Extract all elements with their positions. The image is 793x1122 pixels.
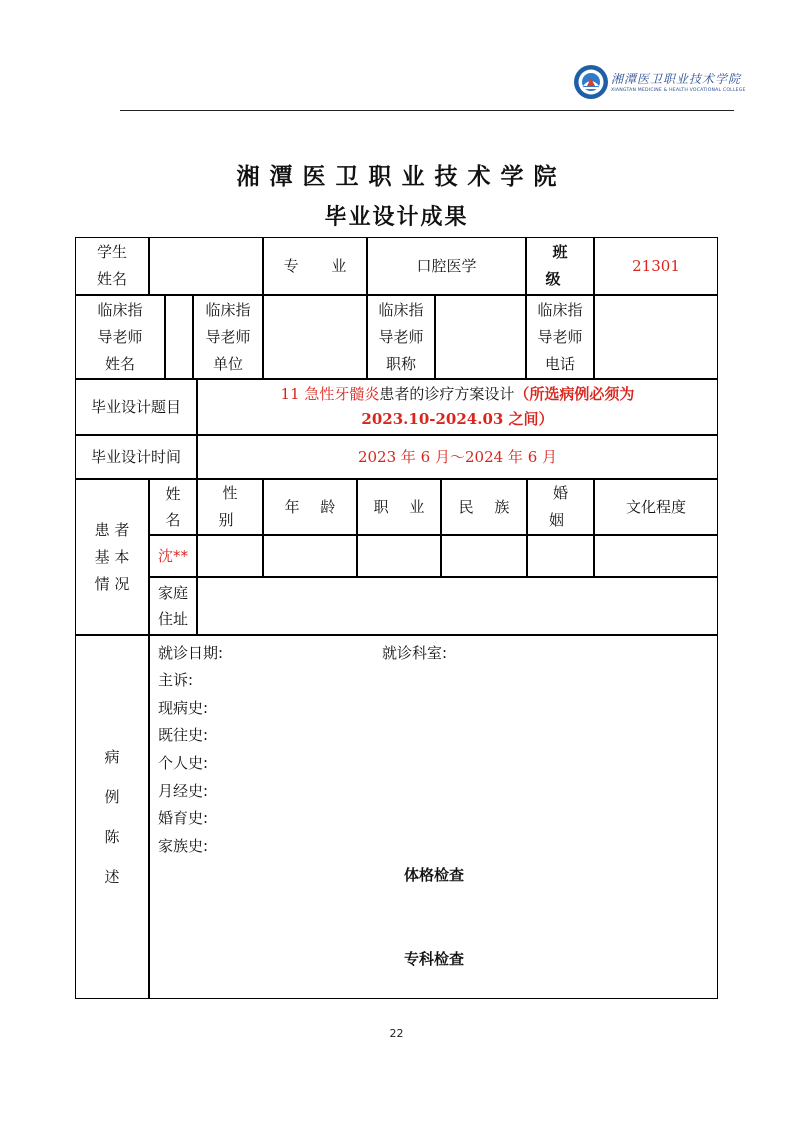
visit-date-label: 就诊日期: <box>158 644 224 662</box>
marital-status-field[interactable] <box>527 535 594 577</box>
college-logo <box>573 64 746 104</box>
clinical-teacher-phone-field[interactable] <box>594 295 718 379</box>
clinical-teacher-phone-label: 临床指 导老师 电话 <box>526 295 594 379</box>
past-history-label: 既往史: <box>158 726 209 744</box>
topic-date-range: 2023.10-2024.03 之间） <box>361 410 554 428</box>
graduation-design-form <box>75 237 718 999</box>
home-address-label: 家庭 住址 <box>149 577 197 635</box>
major-label: 专 业 <box>263 237 367 295</box>
clinical-teacher-unit-field[interactable] <box>263 295 367 379</box>
occupation-label: 职 业 <box>357 479 441 535</box>
logo-text-english: XIANGTAN MEDICINE & HEALTH VOCATIONAL COLLEGE <box>611 88 746 93</box>
page-subtitle: 毕业设计成果 <box>324 204 469 230</box>
case-history-field[interactable] <box>149 635 718 999</box>
education-label: 文化程度 <box>594 479 718 535</box>
patient-name-field[interactable]: 沈** <box>149 535 197 577</box>
gender-field[interactable] <box>197 535 263 577</box>
design-time-label: 毕业设计时间 <box>75 435 197 479</box>
design-topic-label: 毕业设计题目 <box>75 379 197 435</box>
page-number: 22 <box>389 1027 404 1040</box>
clinical-teacher-title-field[interactable] <box>435 295 526 379</box>
marital-status-label: 婚 姻 <box>527 479 594 535</box>
specialty-examination-heading: 专科检查 <box>404 950 465 968</box>
education-field[interactable] <box>594 535 718 577</box>
clinical-teacher-unit-label: 临床指 导老师 单位 <box>193 295 263 379</box>
class-field[interactable]: 21301 <box>594 237 718 295</box>
menstrual-history-label: 月经史: <box>158 782 209 800</box>
chief-complaint-label: 主诉: <box>158 671 194 689</box>
logo-text-chinese: 湘潭医卫职业技术学院 <box>611 72 742 86</box>
ethnicity-field[interactable] <box>441 535 527 577</box>
family-history-label: 家族史: <box>158 837 209 855</box>
age-label: 年 龄 <box>263 479 357 535</box>
clinical-teacher-title-label: 临床指 导老师 职称 <box>367 295 435 379</box>
case-history-section-label: 病 例 陈 述 <box>75 635 149 999</box>
home-address-field[interactable] <box>197 577 718 635</box>
major-field[interactable]: 口腔医学 <box>367 237 526 295</box>
present-illness-label: 现病史: <box>158 699 209 717</box>
student-name-field[interactable] <box>149 237 263 295</box>
topic-text: 患者的诊疗方案设计 <box>379 385 515 403</box>
patient-info-section-label: 患 者 基 本 情 况 <box>75 479 149 635</box>
age-field[interactable] <box>263 535 357 577</box>
gender-label: 性 别 <box>197 479 263 535</box>
college-emblem-icon <box>573 64 609 100</box>
patient-name-label: 姓 名 <box>149 479 197 535</box>
class-label: 班 级 <box>526 237 594 295</box>
header-divider <box>120 110 734 111</box>
visit-department-label: 就诊科室: <box>382 644 448 662</box>
ethnicity-label: 民 族 <box>441 479 527 535</box>
occupation-field[interactable] <box>357 535 441 577</box>
marital-childbearing-history-label: 婚育史: <box>158 809 209 827</box>
clinical-teacher-name-label: 临床指 导老师 姓名 <box>75 295 165 379</box>
design-topic-field[interactable] <box>197 379 718 435</box>
topic-disease: 11 急性牙髓炎 <box>280 385 380 403</box>
topic-requirement: （所选病例必须为 <box>514 385 635 403</box>
personal-history-label: 个人史: <box>158 754 209 772</box>
student-name-label: 学生 姓名 <box>75 237 149 295</box>
design-time-field[interactable]: 2023 年 6 月～2024 年 6 月 <box>197 435 718 479</box>
physical-examination-heading: 体格检查 <box>404 866 465 884</box>
clinical-teacher-name-field[interactable] <box>165 295 193 379</box>
page-title: 湘潭医卫职业技术学院 <box>236 163 567 190</box>
